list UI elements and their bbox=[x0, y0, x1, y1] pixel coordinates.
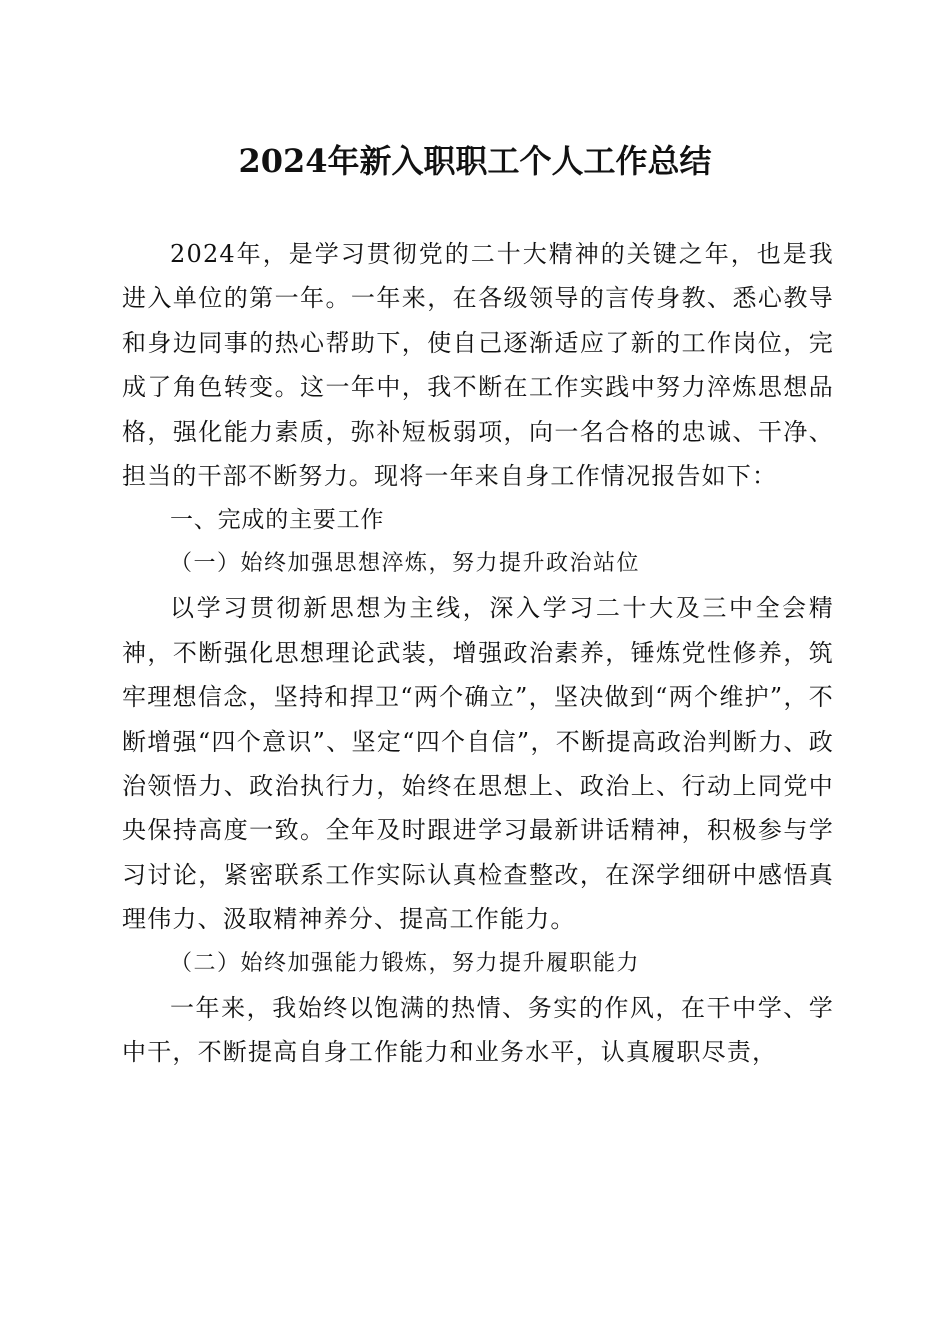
subsection-heading-capability: （二）始终加强能力锻炼，努力提升履职能力 bbox=[170, 950, 641, 976]
subsection-heading-political: （一）始终加强思想淬炼，努力提升政治站位 bbox=[170, 551, 641, 577]
document-title: 2024年新入职职工个人工作总结 bbox=[238, 142, 712, 180]
document-body bbox=[122, 232, 834, 1075]
paragraph-capability: 一年来，我始终以饱满的热情、务实的作风，在干中学、学中干，不断提高自身工作能力和业务水平，认真履职尽责， bbox=[122, 993, 834, 1067]
paragraph-political: 以学习贯彻新思想为主线，深入学习二十大及三中全会精神，不断强化思想理论武装，增强政治素养，锤炼党性修养，筑牢理想信念，坚持和捍卫“两个确立”，坚决做到“两个维护”，不断增强“四个意识”、坚定“四个自信”，不断提高政治判断力、政治领悟力、政治执行力，始终在思想上、政治上、行动上同党中央保持高度一致。全年及时跟进学习最新讲话精神，积极参与学习讨论，紧密联系工作实际认真检查整改，在深学细研中感悟真理伟力、汲取精神养分、提高工作能力。 bbox=[122, 594, 834, 934]
section-heading-main-work: 一、完成的主要工作 bbox=[170, 507, 385, 534]
intro-paragraph: 2024年，是学习贯彻党的二十大精神的关键之年，也是我进入单位的第一年。一年来，在各级领导的言传身教、悉心教导和身边同事的热心帮助下，使自己逐渐适应了新的工作岗位，完成了角色转变。这一年中，我不断在工作实践中努力淬炼思想品格，强化能力素质，弥补短板弱项，向一名合格的忠诚、干净、担当的干部不断努力。现将一年来自身工作情况报告如下： bbox=[122, 240, 834, 491]
